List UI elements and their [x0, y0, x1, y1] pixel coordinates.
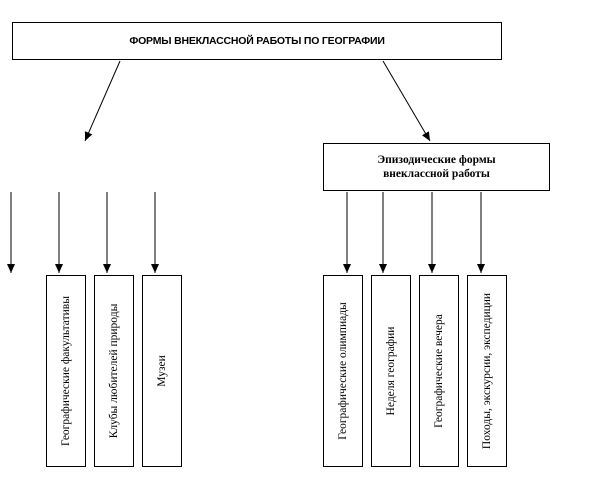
label-museums: Музеи	[156, 355, 168, 387]
episodic-forms-box	[323, 143, 550, 191]
label-geography-electives: Географические факультативы	[60, 296, 72, 446]
box-geography-evenings	[419, 275, 459, 467]
box-museums	[142, 275, 182, 467]
arrow-title-to-left	[85, 61, 120, 141]
label-nature-clubs: Клубы любителей природы	[108, 303, 120, 439]
box-geography-week	[371, 275, 411, 467]
diagram-title: ФОРМЫ ВНЕКЛАССНОЙ РАБОТЫ ПО ГЕОГРАФИИ	[129, 35, 385, 47]
box-geography-electives	[46, 275, 86, 467]
box-hikes-excursions	[467, 275, 507, 467]
label-geography-olympiads: Географические олимпиады	[337, 302, 349, 440]
label-geography-evenings: Географические вечера	[433, 314, 445, 428]
label-hikes-excursions: Походы, экскурсии, экспедиции	[481, 292, 493, 450]
label-geography-week: Неделя географии	[385, 326, 397, 416]
title-box	[12, 22, 502, 60]
box-nature-clubs	[94, 275, 134, 467]
episodic-forms-line1: Эпизодические формы	[377, 154, 496, 166]
box-geography-olympiads	[323, 275, 363, 467]
episodic-forms-line2: внеклассной работы	[383, 168, 490, 180]
arrow-title-to-episodic	[383, 61, 430, 141]
